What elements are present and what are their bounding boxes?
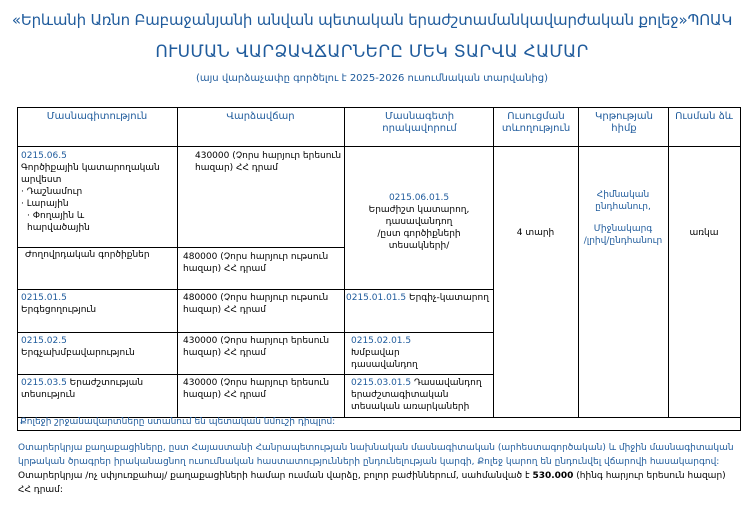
footer-text: կրթական ծրագրեր իրականացնող ուսումնական հաստատությունների ընդունելության կարգի, Քոլեջ կարող են ընդունվել	[18, 457, 605, 467]
specialty-line: Երգչախմբավարություն	[21, 348, 135, 358]
qualification-code: 0215.03.01.5	[351, 378, 412, 388]
col-divider	[344, 107, 345, 417]
page-title: «Երևանի Առնո Բաբաջանյանի անվան պետական երաժշտամանկավարժական քոլեջ»ՊՈԱԿ	[11, 11, 733, 29]
header-qualification: Մասնագետի որակավորում	[382, 111, 457, 134]
page-subtitle: ՈՒՍՄԱՆ ՎԱՐՁԱՎՃԱՐՆԵՐԸ ՄԵԿ ՏԱՐՎԱ ՀԱՄԱՐ	[155, 42, 589, 62]
fee-cell	[183, 292, 343, 316]
fee-amount: 530.000	[532, 471, 574, 481]
fee-line: 430000 (Չորս հարյուր երեսուն	[195, 151, 342, 161]
fee-line: 430000 (Չորս հարյուր երեսուն	[183, 336, 330, 346]
specialty-cell	[21, 150, 175, 234]
foreign-students-note	[18, 441, 734, 497]
header-fee: Վարձավճար	[226, 111, 295, 122]
table-border-top	[17, 107, 741, 108]
qualification-line: տեսակների/	[388, 241, 450, 251]
row-divider	[17, 374, 493, 375]
header-basis: Կրթության հիմք	[595, 111, 653, 134]
col-divider	[668, 107, 669, 417]
footer-line: Օտարերկրյա քաղաքացիները, ըստ Հայաստանի Հանրապետության նախնական մասնագիտական (արհեստագործական) և միջին մասնագիտական	[18, 443, 734, 453]
specialty-code: 0215.02.5	[21, 336, 67, 346]
specialty-line: · Դաշնամուր	[21, 187, 83, 197]
qualification-cell	[345, 192, 493, 252]
qualification-text: Երգիչ-կատարող	[406, 293, 489, 303]
basis-line: ընդհանուր,	[595, 202, 651, 212]
row-divider	[17, 247, 344, 248]
col-divider	[493, 107, 494, 417]
col-divider	[578, 107, 579, 417]
specialty-cell	[25, 249, 175, 261]
footer-text: վճարովի հասակարգով:	[604, 457, 720, 467]
basis-line: Հիմնական	[596, 190, 650, 200]
specialty-cell	[21, 335, 175, 359]
header-form: Ուսման ձև	[675, 111, 733, 122]
fee-cell	[195, 150, 343, 174]
qualification-code: 0215.02.01.5	[351, 336, 412, 346]
qualification-line: դասավանդող	[385, 217, 453, 227]
basis-line: Միջնակարգ	[593, 224, 653, 234]
header-specialty: Մասնագիտություն	[46, 111, 148, 122]
qualification-cell	[346, 292, 492, 304]
qualification-line: դասավանդող	[351, 360, 418, 370]
table-border-right	[740, 107, 741, 431]
specialty-line: Գործիքային կատարողական	[21, 163, 160, 173]
specialty-line: հարվածային	[27, 223, 90, 233]
fee-line: հազար) ՀՀ դրամ	[195, 163, 278, 173]
table-border-left	[17, 107, 18, 431]
specialty-code: 0215.03.5	[21, 378, 67, 388]
fee-line: հազար) ՀՀ դրամ	[183, 264, 266, 274]
fee-line: 430000 (Չորս հարյուր երեսուն	[183, 378, 330, 388]
validity-note: (այս վարձաչափը գործելու է 2025-2026 ուսումնական տարվանից)	[195, 73, 549, 84]
fee-line: 480000 (Չորս հարյուր ութսուն	[183, 252, 329, 262]
specialty-code: 0215.06.5	[21, 151, 67, 161]
footer-text: (հինգ հարյուր երեսուն հազար)	[573, 471, 726, 481]
qualification-cell	[351, 335, 491, 371]
qualification-cell	[351, 377, 491, 413]
specialty-line: · Փողային և	[27, 211, 85, 221]
form-cell: առկա	[689, 228, 719, 238]
footnote-bottom	[17, 430, 741, 431]
footer-line	[18, 455, 730, 469]
row-divider	[17, 289, 493, 290]
qualification-line: Դասավանդող	[411, 378, 482, 388]
basis-line	[578, 213, 668, 223]
fee-line: 480000 (Չորս հարյուր ութսուն	[183, 293, 329, 303]
col-divider	[177, 107, 178, 417]
qualification-line: /ըստ գործիքների	[377, 229, 461, 239]
specialty-line: · Լարային	[21, 199, 69, 209]
fee-line: հազար) ՀՀ դրամ	[183, 348, 266, 358]
basis-cell	[578, 189, 668, 247]
fee-line: հազար) ՀՀ դրամ	[183, 305, 266, 315]
header-divider	[17, 146, 741, 147]
fee-cell	[183, 335, 343, 359]
specialty-line: տեսություն	[21, 390, 76, 400]
specialty-line: արվեստ	[21, 175, 62, 185]
qualification-code: 0215.01.01.5	[346, 293, 407, 303]
footer-line	[18, 469, 730, 483]
specialty-line: Ժողովրդական գործիքներ	[25, 250, 150, 260]
row-divider	[17, 332, 493, 333]
fee-cell	[183, 377, 343, 401]
specialty-line: Երգեցողություն	[21, 305, 97, 315]
header-duration: Ուսուցման տևողություն	[501, 111, 571, 134]
table-footnote: Քոլեջի շրջանավարտները ստանում են պետական նմուշի դիպլոմ:	[20, 417, 336, 427]
specialty-code: 0215.01.5	[21, 293, 67, 303]
qualification-code: 0215.06.01.5	[388, 193, 450, 203]
fee-cell	[183, 251, 343, 275]
qualification-line: Խմբավար	[351, 348, 400, 358]
footer-line: ՀՀ դրամ:	[18, 485, 63, 495]
fee-line: հազար) ՀՀ դրամ	[183, 390, 266, 400]
specialty-cell	[21, 292, 175, 316]
qualification-line: Երաժիշտ կատարող,	[368, 205, 470, 215]
specialty-line: Երաժշտության	[66, 378, 144, 388]
tuition-table	[17, 107, 741, 431]
footer-text: Օտարերկրյա /ոչ սփյուռքահայ/ քաղաքացիների համար ուսման վարձը, բոլոր բաժիններում, սահմանված է	[18, 471, 533, 481]
qualification-line: տեսական առարկաների	[351, 402, 470, 412]
basis-line: /լրիվ/ընդհանուր	[583, 236, 663, 246]
qualification-line: երաժշտագիտական	[351, 390, 449, 400]
duration-cell: 4 տարի	[516, 228, 555, 238]
specialty-cell	[21, 377, 175, 401]
